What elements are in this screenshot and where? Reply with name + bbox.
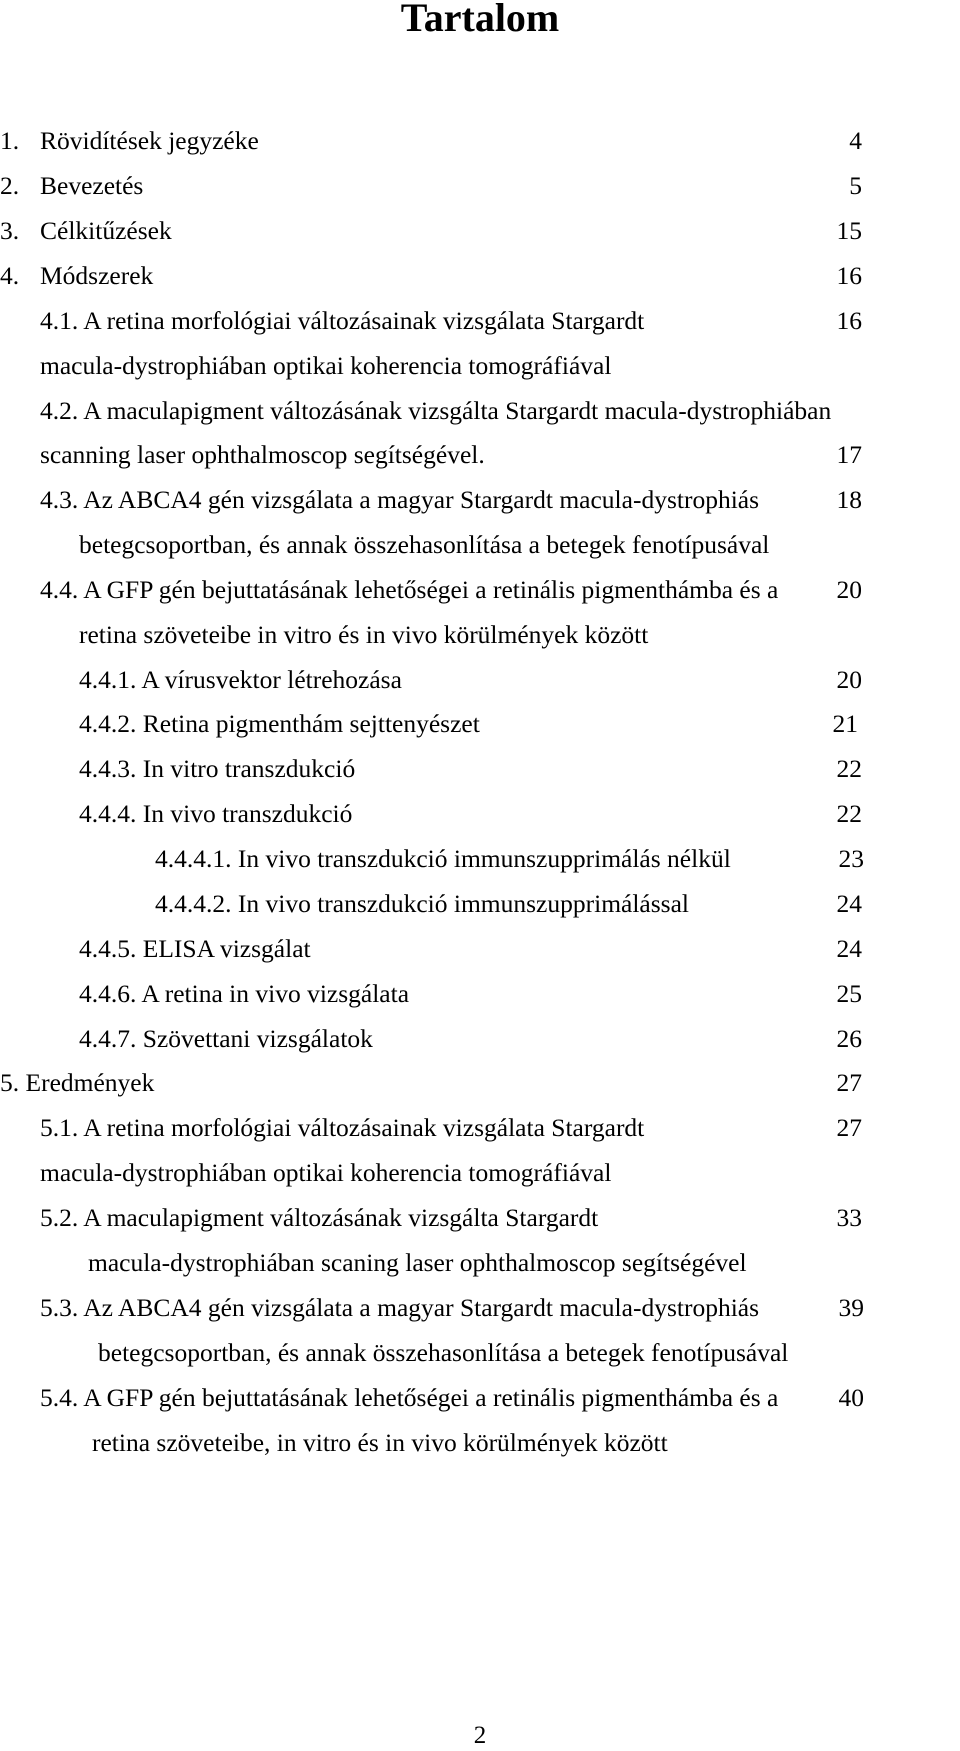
- toc-entry: 4.4.3. In vitro transzdukció: [79, 754, 356, 783]
- toc-entry-continuation: macula-dystrophiában optikai koherencia tomográfiával: [40, 1158, 612, 1187]
- toc-page: 27: [836, 1113, 862, 1142]
- toc-entry-continuation: retina szöveteibe in vitro és in vivo körülmények között: [79, 620, 649, 649]
- toc-page: 21: [832, 709, 858, 738]
- page-title: Tartalom: [400, 0, 560, 40]
- page-number: 2: [473, 1722, 487, 1749]
- toc-page: 39: [838, 1293, 864, 1322]
- toc-entry-continuation: macula-dystrophiában optikai koherencia tomográfiával: [40, 351, 612, 380]
- toc-entry: 5.3. Az ABCA4 gén vizsgálata a magyar Stargardt macula-dystrophiás: [40, 1293, 760, 1322]
- toc-entry: 4.4.4.1. In vivo transzdukció immunszupprimálás nélkül: [155, 844, 731, 873]
- toc-entry: 4.4.2. Retina pigmenthám sejttenyészet: [79, 709, 480, 738]
- toc-entry-continuation: betegcsoportban, és annak összehasonlítása a betegek fenotípusával: [79, 530, 770, 559]
- toc-entry-continuation: betegcsoportban, és annak összehasonlítása a betegek fenotípusával: [98, 1338, 789, 1367]
- toc-entry-continuation: retina szöveteibe, in vitro és in vivo körülmények között: [92, 1428, 668, 1457]
- toc-number: 1.: [0, 126, 20, 155]
- toc-page: 18: [836, 485, 862, 514]
- toc-entry: Rövidítések jegyzéke: [40, 126, 259, 155]
- toc-entry: 4.4.4.2. In vivo transzdukció immunszupprimálással: [155, 889, 689, 918]
- toc-page: 5: [849, 171, 862, 200]
- toc-page: 17: [836, 440, 862, 469]
- toc-entry-continuation: scanning laser ophthalmoscop segítségével.: [40, 440, 485, 469]
- toc-page: 23: [838, 844, 864, 873]
- toc-entry: 4.4.5. ELISA vizsgálat: [79, 934, 311, 963]
- toc-entry: Célkitűzések: [40, 216, 172, 245]
- toc-entry: 5.1. A retina morfológiai változásainak vizsgálata Stargardt: [40, 1113, 645, 1142]
- toc-entry-continuation: macula-dystrophiában scaning laser ophthalmoscop segítségével: [88, 1248, 747, 1277]
- toc-page: 16: [836, 261, 862, 290]
- toc-page: 33: [836, 1203, 862, 1232]
- toc-page: 4: [849, 126, 862, 155]
- toc-entry: 5.2. A maculapigment változásának vizsgálta Stargardt: [40, 1203, 599, 1232]
- toc-entry: 4.4.1. A vírusvektor létrehozása: [79, 665, 402, 694]
- toc-entry: 4.2. A maculapigment változásának vizsgálta Stargardt macula-dystrophiában: [40, 396, 832, 425]
- toc-page: 24: [836, 889, 862, 918]
- toc-entry: Bevezetés: [40, 171, 144, 200]
- toc-page: 22: [836, 754, 862, 783]
- toc-entry: 4.3. Az ABCA4 gén vizsgálata a magyar Stargardt macula-dystrophiás: [40, 485, 760, 514]
- toc-page: 20: [836, 665, 862, 694]
- toc-page: 15: [836, 216, 862, 245]
- toc-page: 24: [836, 934, 862, 963]
- toc-entry: 5. Eredmények: [0, 1068, 155, 1097]
- toc-entry: 4.1. A retina morfológiai változásainak vizsgálata Stargardt: [40, 306, 645, 335]
- toc-page: 16: [836, 306, 862, 335]
- toc-page: 26: [836, 1024, 862, 1053]
- toc-entry: 4.4. A GFP gén bejuttatásának lehetőségei a retinális pigmenthámba és a: [40, 575, 779, 604]
- toc-entry: 4.4.4. In vivo transzdukció: [79, 799, 353, 828]
- toc-number: 4.: [0, 261, 20, 290]
- toc-page: 22: [836, 799, 862, 828]
- toc-entry: 4.4.6. A retina in vivo vizsgálata: [79, 979, 410, 1008]
- toc-entry: 5.4. A GFP gén bejuttatásának lehetőségei a retinális pigmenthámba és a: [40, 1383, 779, 1412]
- toc-page: 20: [836, 575, 862, 604]
- toc-number: 2.: [0, 171, 20, 200]
- toc-page: 40: [838, 1383, 864, 1412]
- toc-entry: 4.4.7. Szövettani vizsgálatok: [79, 1024, 373, 1053]
- toc-page: 27: [836, 1068, 862, 1097]
- toc-number: 3.: [0, 216, 20, 245]
- toc-page: 25: [836, 979, 862, 1008]
- toc-entry: Módszerek: [40, 261, 154, 290]
